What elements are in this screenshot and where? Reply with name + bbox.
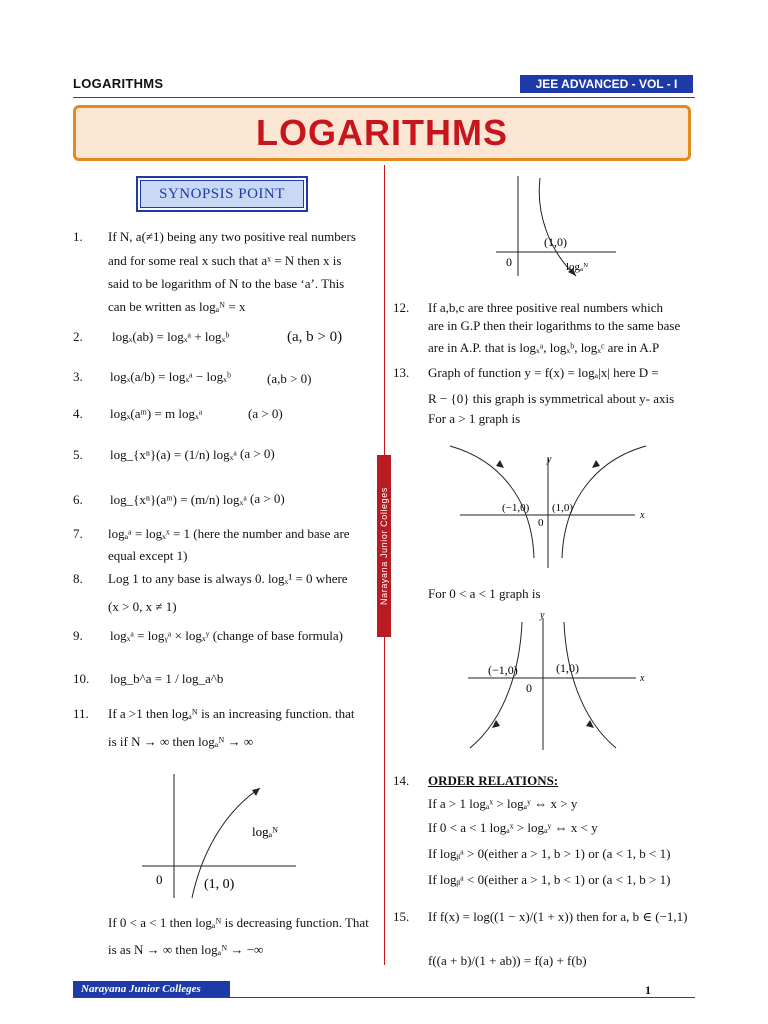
formula: logₓᵃ = logᵧᵃ × logₓʸ (change of base formula) [110,628,344,643]
item-text: are in A.P. that is logₓᵃ, logₓᵇ, logₓᶜ are in A.P [428,340,660,355]
page-title: LOGARITHMS [256,112,508,153]
arrowhead-icon [252,788,260,796]
running-header-volume: JEE ADVANCED - VOL - I [520,75,693,93]
item-number: 11. [73,706,89,721]
origin-label: 0 [538,517,544,529]
item-text: logₐᵃ = logₓˣ = 1 (here the number and base are [108,526,350,541]
item-number: 6. [73,492,83,507]
point-label-pos: (1,0) [552,502,574,514]
item-text: is if N → ∞ then logₐᴺ → ∞ [108,734,254,749]
condition: (a, b > 0) [287,329,343,345]
origin-label: 0 [526,681,532,695]
item-number: 7. [73,526,83,541]
title-banner [73,105,691,161]
synopsis-label: SYNOPSIS POINT [140,180,304,208]
formula: logₓ(aᵐ) = m logₓᵃ [110,406,203,421]
formula: log_{xⁿ}(a) = (1/n) logₓᵃ [110,447,237,462]
condition: (a > 0) [248,406,283,421]
item-text: said to be logarithm of N to the base ‘a’. This [108,276,345,291]
point-label-neg: (−1,0) [502,502,530,514]
item-text: If logᵦᵃ < 0(either a > 1, b < 1) or (a < 1, b > 1) [428,872,671,887]
increasing-log-graph [140,770,300,900]
point-label: (1,0) [544,235,567,249]
abs-log-graph-a-lt-1 [440,608,660,753]
origin-label: 0 [506,255,512,269]
item-text: is as N → ∞ then logₐᴺ → −∞ [108,942,264,957]
left-branch [470,622,522,748]
item-number: 3. [73,369,83,384]
item-text: R − {0} this graph is symmetrical about y- axis [428,391,675,406]
section-heading: ORDER RELATIONS: [428,773,559,788]
item-text: are in G.P then their logarithms to the same base [428,318,681,333]
item-text: If 0 < a < 1 then logₐᴺ is decreasing function. That [108,915,369,930]
item-number: 15. [393,909,410,924]
formula: log_b^a = 1 / log_a^b [110,671,224,686]
item-number: 4. [73,406,83,421]
item-number: 9. [73,628,83,643]
x-axis-label: x [640,510,645,521]
item-number: 12. [393,300,410,315]
right-branch [564,622,616,748]
curve-label: logₐᴺ [252,824,279,839]
curve-label: logₐᴺ [566,261,589,273]
condition: (a,b > 0) [267,371,312,386]
item-number: 8. [73,571,83,586]
condition: (a > 0) [240,446,275,461]
side-tab [377,455,391,637]
right-branch [562,446,646,558]
item-text: If a >1 then logₐᴺ is an increasing function. that [108,706,355,721]
item-text: If N, a(≠1) being any two positive real numbers [108,229,356,244]
formula: logₓ(ab) = logₓᵃ + logₓᵇ [112,329,230,344]
item-text: If logᵦᵃ > 0(either a > 1, b > 1) or (a < 1, b < 1) [428,846,671,861]
condition: (a > 0) [250,491,285,506]
item-text: (x > 0, x ≠ 1) [108,599,177,614]
item-number: 5. [73,447,83,462]
item-text: Graph of function y = f(x) = logₐ|x| here D = [428,365,659,380]
item-text: For a > 1 graph is [428,411,521,426]
point-label-pos: (1,0) [556,661,579,675]
arrowhead-icon [496,460,504,468]
formula: f((a + b)/(1 + ab)) = f(a) + f(b) [428,953,587,968]
point-label-neg: (−1,0) [488,663,518,677]
item-text: If a,b,c are three positive real numbers which [428,300,663,315]
decreasing-log-graph [496,172,626,282]
item-number: 13. [393,365,410,380]
footer-brand: Narayana Junior Colleges [73,981,230,997]
running-header-title: LOGARITHMS [73,76,164,91]
item-number: 14. [393,773,410,788]
synopsis-badge [136,176,308,212]
arrowhead-icon [592,460,600,468]
y-axis-label: y [540,610,545,621]
item-text: Log 1 to any base is always 0. logₓ¹ = 0 where [108,571,348,586]
item-text: If f(x) = log((1 − x)/(1 + x)) then for a, b ∈ (−1,1) [428,909,688,924]
side-tab-label: Narayana Junior Colleges [379,487,389,605]
point-label: (1, 0) [204,877,235,892]
item-text: If 0 < a < 1 logₐˣ > logₐʸ ⇔ x < y [428,820,598,835]
origin-label: 0 [156,872,163,887]
item-text: For 0 < a < 1 graph is [428,586,541,601]
y-axis-label: y [547,454,552,465]
item-number: 10. [73,671,90,686]
abs-log-graph-a-gt-1 [420,440,660,570]
item-text: equal except 1) [108,548,188,563]
item-text: and for some real x such that aˣ = N then x is [108,253,342,268]
item-number: 1. [73,229,83,244]
item-text: can be written as logₐᴺ = x [108,299,246,314]
item-number: 2. [73,329,83,344]
page-number: 1 [645,983,651,997]
item-text: If a > 1 logₐˣ > logₐʸ ⇔ x > y [428,796,578,811]
footer-rule [73,997,695,998]
x-axis-label: x [640,673,645,684]
formula: logₓ(a/b) = logₓᵃ − logₓᵇ [110,369,231,384]
header-rule [73,97,695,98]
formula: log_{xⁿ}(aᵐ) = (m/n) logₓᵃ [110,492,247,507]
